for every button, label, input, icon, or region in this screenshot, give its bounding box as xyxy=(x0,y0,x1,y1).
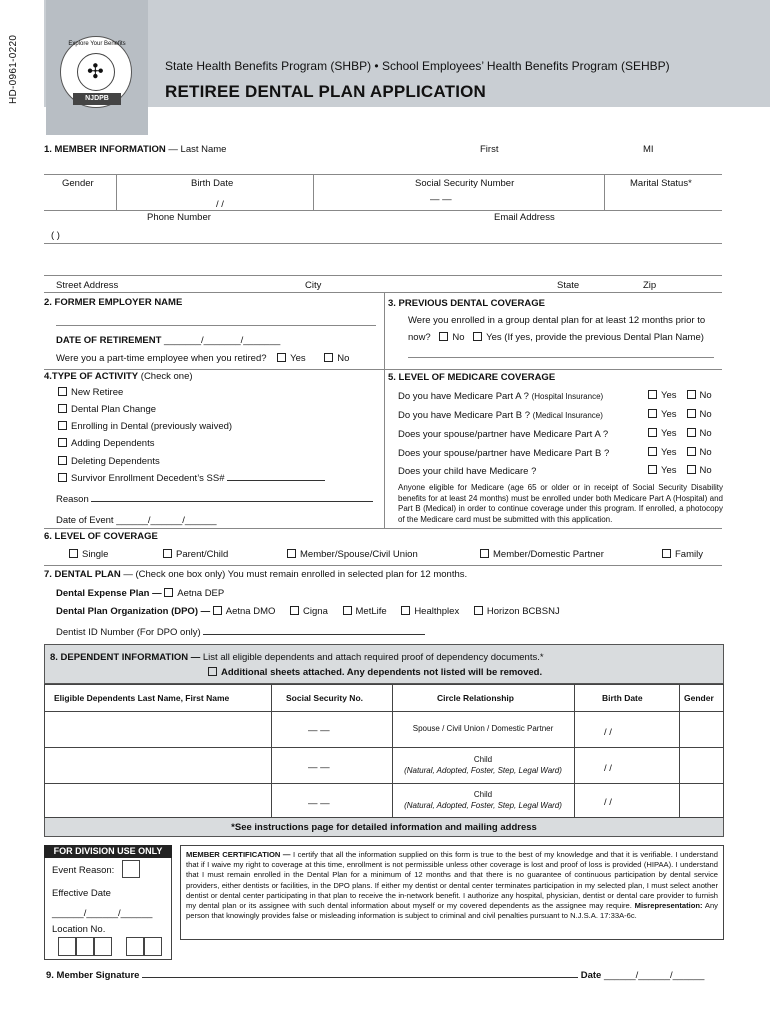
col-divider xyxy=(271,684,272,818)
col-divider xyxy=(574,684,575,818)
marital-status-label: Marital Status* xyxy=(630,178,692,189)
dependents-footnote: *See instructions page for detailed information and mailing address xyxy=(231,822,537,833)
coverage-checkbox[interactable] xyxy=(69,549,78,558)
ssn-label: Social Security Number xyxy=(415,178,515,189)
no-checkbox[interactable] xyxy=(687,409,696,418)
signature-field[interactable] xyxy=(142,977,578,978)
retirement-date-field[interactable]: _______/_______/_______ xyxy=(164,335,281,346)
coverage-option-domestic-partner[interactable]: Member/Domestic Partner xyxy=(480,549,604,560)
coverage-checkbox[interactable] xyxy=(662,549,671,558)
signature-date-field[interactable]: ______/______/______ xyxy=(603,970,705,981)
coverage-option-member-spouse[interactable]: Member/Spouse/Civil Union xyxy=(287,549,418,560)
event-date-field[interactable]: ______/______/______ xyxy=(116,515,217,526)
section-line xyxy=(44,369,722,370)
location-digit-box[interactable] xyxy=(144,937,162,956)
mi-label: MI xyxy=(643,144,654,155)
column-divider xyxy=(384,292,385,372)
no-checkbox[interactable] xyxy=(687,447,696,456)
part-time-no-checkbox[interactable] xyxy=(324,353,333,362)
part-time-row xyxy=(56,353,349,364)
relationship-detail: (Natural, Adopted, Foster, Step, Legal Ward) xyxy=(404,766,562,775)
section-line xyxy=(44,292,722,293)
prev-coverage-heading: 3. PREVIOUS DENTAL COVERAGE xyxy=(388,298,545,309)
no-checkbox[interactable] xyxy=(687,465,696,474)
logo-arc-text: Explore Your Benefits xyxy=(68,41,126,47)
program-subtitle: State Health Benefits Program (SHBP) • School Employees’ Health Benefits Program (SEHBP) xyxy=(165,59,670,73)
decedent-ssn-field[interactable] xyxy=(227,480,325,481)
divider xyxy=(313,175,314,210)
row-divider xyxy=(44,711,724,712)
coverage-level-heading: 6. LEVEL OF COVERAGE xyxy=(44,531,158,542)
activity-checkbox[interactable] xyxy=(58,421,67,430)
dependents-header-box xyxy=(44,644,724,684)
location-digit-box[interactable] xyxy=(58,937,76,956)
form-code: HD-0961-0220 xyxy=(8,34,19,104)
dependents-heading: 8. DEPENDENT INFORMATION — List all eligible dependents and attach required proof of dependency documents.* xyxy=(50,652,544,663)
event-reason-field[interactable] xyxy=(122,860,140,878)
effective-date-label: Effective Date xyxy=(52,888,111,899)
medicare-yes-no: Yes No xyxy=(648,409,712,420)
part-time-yes-checkbox[interactable] xyxy=(277,353,286,362)
dependent-birth-date-field[interactable]: / / xyxy=(604,727,612,738)
reason-row: Reason xyxy=(56,494,373,505)
reason-field[interactable] xyxy=(91,501,373,502)
col-header-name: Eligible Dependents Last Name, First Name xyxy=(54,693,230,703)
phone-label: Phone Number xyxy=(147,212,211,223)
dependent-birth-date-field[interactable]: / / xyxy=(604,763,612,774)
location-label: Location No. xyxy=(52,924,106,935)
row-divider xyxy=(44,747,724,748)
col-header-gender: Gender xyxy=(684,693,714,703)
relationship-detail: (Natural, Adopted, Foster, Step, Legal Ward) xyxy=(404,801,562,810)
activity-option[interactable]: Survivor Enrollment Decedent’s SS# xyxy=(58,473,325,484)
dependent-ssn-field[interactable]: — — xyxy=(308,798,330,809)
location-digit-box[interactable] xyxy=(126,937,144,956)
activity-option[interactable]: Dental Plan Change xyxy=(58,404,156,415)
medicare-question: Does your spouse/partner have Medicare Part B ? xyxy=(398,448,610,459)
prev-coverage-answer-row xyxy=(408,332,704,343)
medicare-question: Do you have Medicare Part B ? (Medical Insurance) xyxy=(398,410,603,421)
phone-field[interactable]: ( ) xyxy=(51,230,60,241)
yes-checkbox[interactable] xyxy=(648,409,657,418)
prev-coverage-question: Were you enrolled in a group dental plan for at least 12 months prior to xyxy=(408,315,706,326)
signature-row: 9. Member Signature Date ______/______/______ xyxy=(46,970,705,981)
col-header-birth-date: Birth Date xyxy=(602,693,643,703)
col-header-ssn: Social Security No. xyxy=(286,693,363,703)
employer-fill-line[interactable] xyxy=(56,325,376,326)
coverage-option-parent-child[interactable]: Parent/Child xyxy=(163,549,228,560)
dependent-ssn-field[interactable]: — — xyxy=(308,762,330,773)
prev-plan-fill-line[interactable] xyxy=(408,357,714,358)
activity-checkbox[interactable] xyxy=(58,404,67,413)
certification-text: MEMBER CERTIFICATION — I certify that all the information supplied on this form is true to the best of my knowledge and that it is verifiable. I understand that if I waive my right to coverage at this time, enrollment is not permissible unless other coverage is lost and proof of loss is provided (HIPAA). I understand that I must remain enrolled in the Dental Plan for a minimum of 12 months and that there is no guarantee of continuous participation by dental service providers, either dentists or facilities, in the DPO plans. If either my dentist or dental center terminates participation in my selected plan, I must select another dentist or dental center participating in that plan to receive the in-network benefit. I authorize any hospital, physician, dentist or dental care provider to furnish my dental plan or its assignee with such dental information about myself or my covered dependents as the assignee may require. Misrepresentation: Any person that knowingly provides false or misleading information is subject to criminal and civil penalties pursuant to N.J.S.A. 17:33A-6c. xyxy=(186,850,718,921)
first-name-label: First xyxy=(480,144,499,155)
now-label: now? xyxy=(408,332,431,343)
column-divider xyxy=(384,369,385,528)
division-use-title: FOR DIVISION USE ONLY xyxy=(44,845,172,858)
location-digit-box[interactable] xyxy=(94,937,112,956)
relationship-option[interactable]: Child xyxy=(473,790,493,799)
dpo-row: Dental Plan Organization (DPO) — Aetna DMO Cigna MetLife Healthplex Horizon BCBSNJ xyxy=(56,606,560,617)
coverage-option-family[interactable]: Family xyxy=(662,549,703,560)
medicare-yes-no: Yes No xyxy=(648,428,712,439)
dpo-checkbox[interactable] xyxy=(290,606,299,615)
relationship-option[interactable]: Child xyxy=(473,755,493,764)
njdpb-logo xyxy=(60,36,132,108)
divider xyxy=(604,175,605,210)
relationship-option[interactable]: Spouse / Civil Union / Domestic Partner xyxy=(412,724,554,733)
prev-coverage-no-checkbox[interactable] xyxy=(439,332,448,341)
coverage-checkbox[interactable] xyxy=(287,549,296,558)
no-checkbox[interactable] xyxy=(687,390,696,399)
row-divider xyxy=(44,783,724,784)
zip-label: Zip xyxy=(643,280,657,291)
yes-checkbox[interactable] xyxy=(648,428,657,437)
activity-checkbox[interactable] xyxy=(58,456,67,465)
yes-label: Yes xyxy=(486,332,502,343)
logo-ribbon: NJDPB xyxy=(73,93,121,105)
activity-option[interactable]: Enrolling in Dental (previously waived) xyxy=(58,421,232,432)
activity-checkbox[interactable] xyxy=(58,387,67,396)
yes-checkbox[interactable] xyxy=(648,465,657,474)
col-header-relationship: Circle Relationship xyxy=(437,693,514,703)
medicare-notice: Anyone eligible for Medicare (age 65 or older or in receipt of Social Security Disability benefits for at least 24 months) must be enrolled under both Medicare Part A (Hospital) and Part B (Medical) in order to continue coverage under this program. If enrolled, a photocopy of the Medicare card must be submitted with this application. xyxy=(398,483,723,524)
prev-coverage-yes-checkbox[interactable] xyxy=(473,332,482,341)
prev-plan-hint: (If yes, provide the previous Dental Plan Name) xyxy=(504,332,704,343)
dpo-checkbox[interactable] xyxy=(401,606,410,615)
medicare-yes-no: Yes No xyxy=(648,447,712,458)
dpo-checkbox[interactable] xyxy=(213,606,222,615)
dental-plan-heading: 7. DENTAL PLAN — (Check one box only) You must remain enrolled in selected plan for 12 months. xyxy=(44,569,468,580)
event-reason-label: Event Reason: xyxy=(52,865,115,876)
medicare-yes-no: Yes No xyxy=(648,390,712,401)
city-label: City xyxy=(305,280,322,291)
activity-checkbox[interactable] xyxy=(58,473,67,482)
medicare-question: Does your spouse/partner have Medicare Part A ? xyxy=(398,429,609,440)
no-checkbox[interactable] xyxy=(687,428,696,437)
medicare-question: Do you have Medicare Part A ? (Hospital Insurance) xyxy=(398,391,604,402)
dpo-checkbox[interactable] xyxy=(474,606,483,615)
form-title: RETIREE DENTAL PLAN APPLICATION xyxy=(165,82,487,101)
part-time-question: Were you a part-time employee when you retired? xyxy=(56,353,267,364)
birth-date-label: Birth Date xyxy=(191,178,234,189)
retirement-date-row: DATE OF RETIREMENT _______/_______/_______ xyxy=(56,335,281,346)
ssn-field[interactable]: — — xyxy=(430,194,452,205)
dependent-ssn-field[interactable]: — — xyxy=(308,725,330,736)
former-employer-heading: 2. FORMER EMPLOYER NAME xyxy=(44,297,183,308)
location-digit-box[interactable] xyxy=(76,937,94,956)
address-fill-line[interactable] xyxy=(44,275,722,276)
effective-date-field[interactable]: ______/______/______ xyxy=(52,908,153,919)
activity-heading: 4.TYPE OF ACTIVITY (Check one) xyxy=(44,371,193,382)
gender-label: Gender xyxy=(62,178,94,189)
section-line xyxy=(44,565,722,566)
medicare-yes-no: Yes No xyxy=(648,465,712,476)
activity-checkbox[interactable] xyxy=(58,438,67,447)
additional-sheets-checkbox[interactable] xyxy=(208,667,217,676)
birth-date-field[interactable]: / / xyxy=(216,199,224,210)
additional-sheets-row: Additional sheets attached. Any dependents not listed will be removed. xyxy=(208,667,542,678)
yes-checkbox[interactable] xyxy=(648,447,657,456)
medicare-heading: 5. LEVEL OF MEDICARE COVERAGE xyxy=(388,372,556,383)
yes-checkbox[interactable] xyxy=(648,390,657,399)
dentist-id-field[interactable] xyxy=(203,634,425,635)
dpo-checkbox[interactable] xyxy=(343,606,352,615)
dentist-id-row: Dentist ID Number (For DPO only) xyxy=(56,627,425,638)
coverage-checkbox[interactable] xyxy=(480,549,489,558)
activity-option[interactable]: Adding Dependents xyxy=(58,438,154,449)
contact-fill-line[interactable] xyxy=(44,243,722,244)
section-line xyxy=(44,528,722,529)
col-divider xyxy=(679,684,680,818)
name-fill-line[interactable] xyxy=(44,174,722,175)
medicare-question: Does your child have Medicare ? xyxy=(398,466,537,477)
row-line xyxy=(44,210,722,211)
yes-label: Yes xyxy=(290,353,306,364)
activity-option[interactable]: New Retiree xyxy=(58,387,123,398)
state-label: State xyxy=(557,280,580,291)
coverage-checkbox[interactable] xyxy=(163,549,172,558)
coverage-option-single[interactable]: Single xyxy=(69,549,108,560)
dependent-birth-date-field[interactable]: / / xyxy=(604,797,612,808)
street-address-label: Street Address xyxy=(56,280,119,291)
email-label: Email Address xyxy=(494,212,555,223)
no-label: No xyxy=(452,332,465,343)
no-label: No xyxy=(337,353,350,364)
aetna-dep-checkbox[interactable] xyxy=(164,588,173,597)
dental-expense-row: Dental Expense Plan — Aetna DEP xyxy=(56,588,225,599)
event-date-row: Date of Event ______/______/______ xyxy=(56,515,217,526)
member-info-heading: 1. MEMBER INFORMATION — Last Name xyxy=(44,144,227,155)
dependents-table xyxy=(44,684,724,818)
form-code-tab xyxy=(0,0,44,135)
activity-option[interactable]: Deleting Dependents xyxy=(58,456,160,467)
divider xyxy=(116,175,117,210)
compass-icon: ✣ xyxy=(87,61,104,83)
